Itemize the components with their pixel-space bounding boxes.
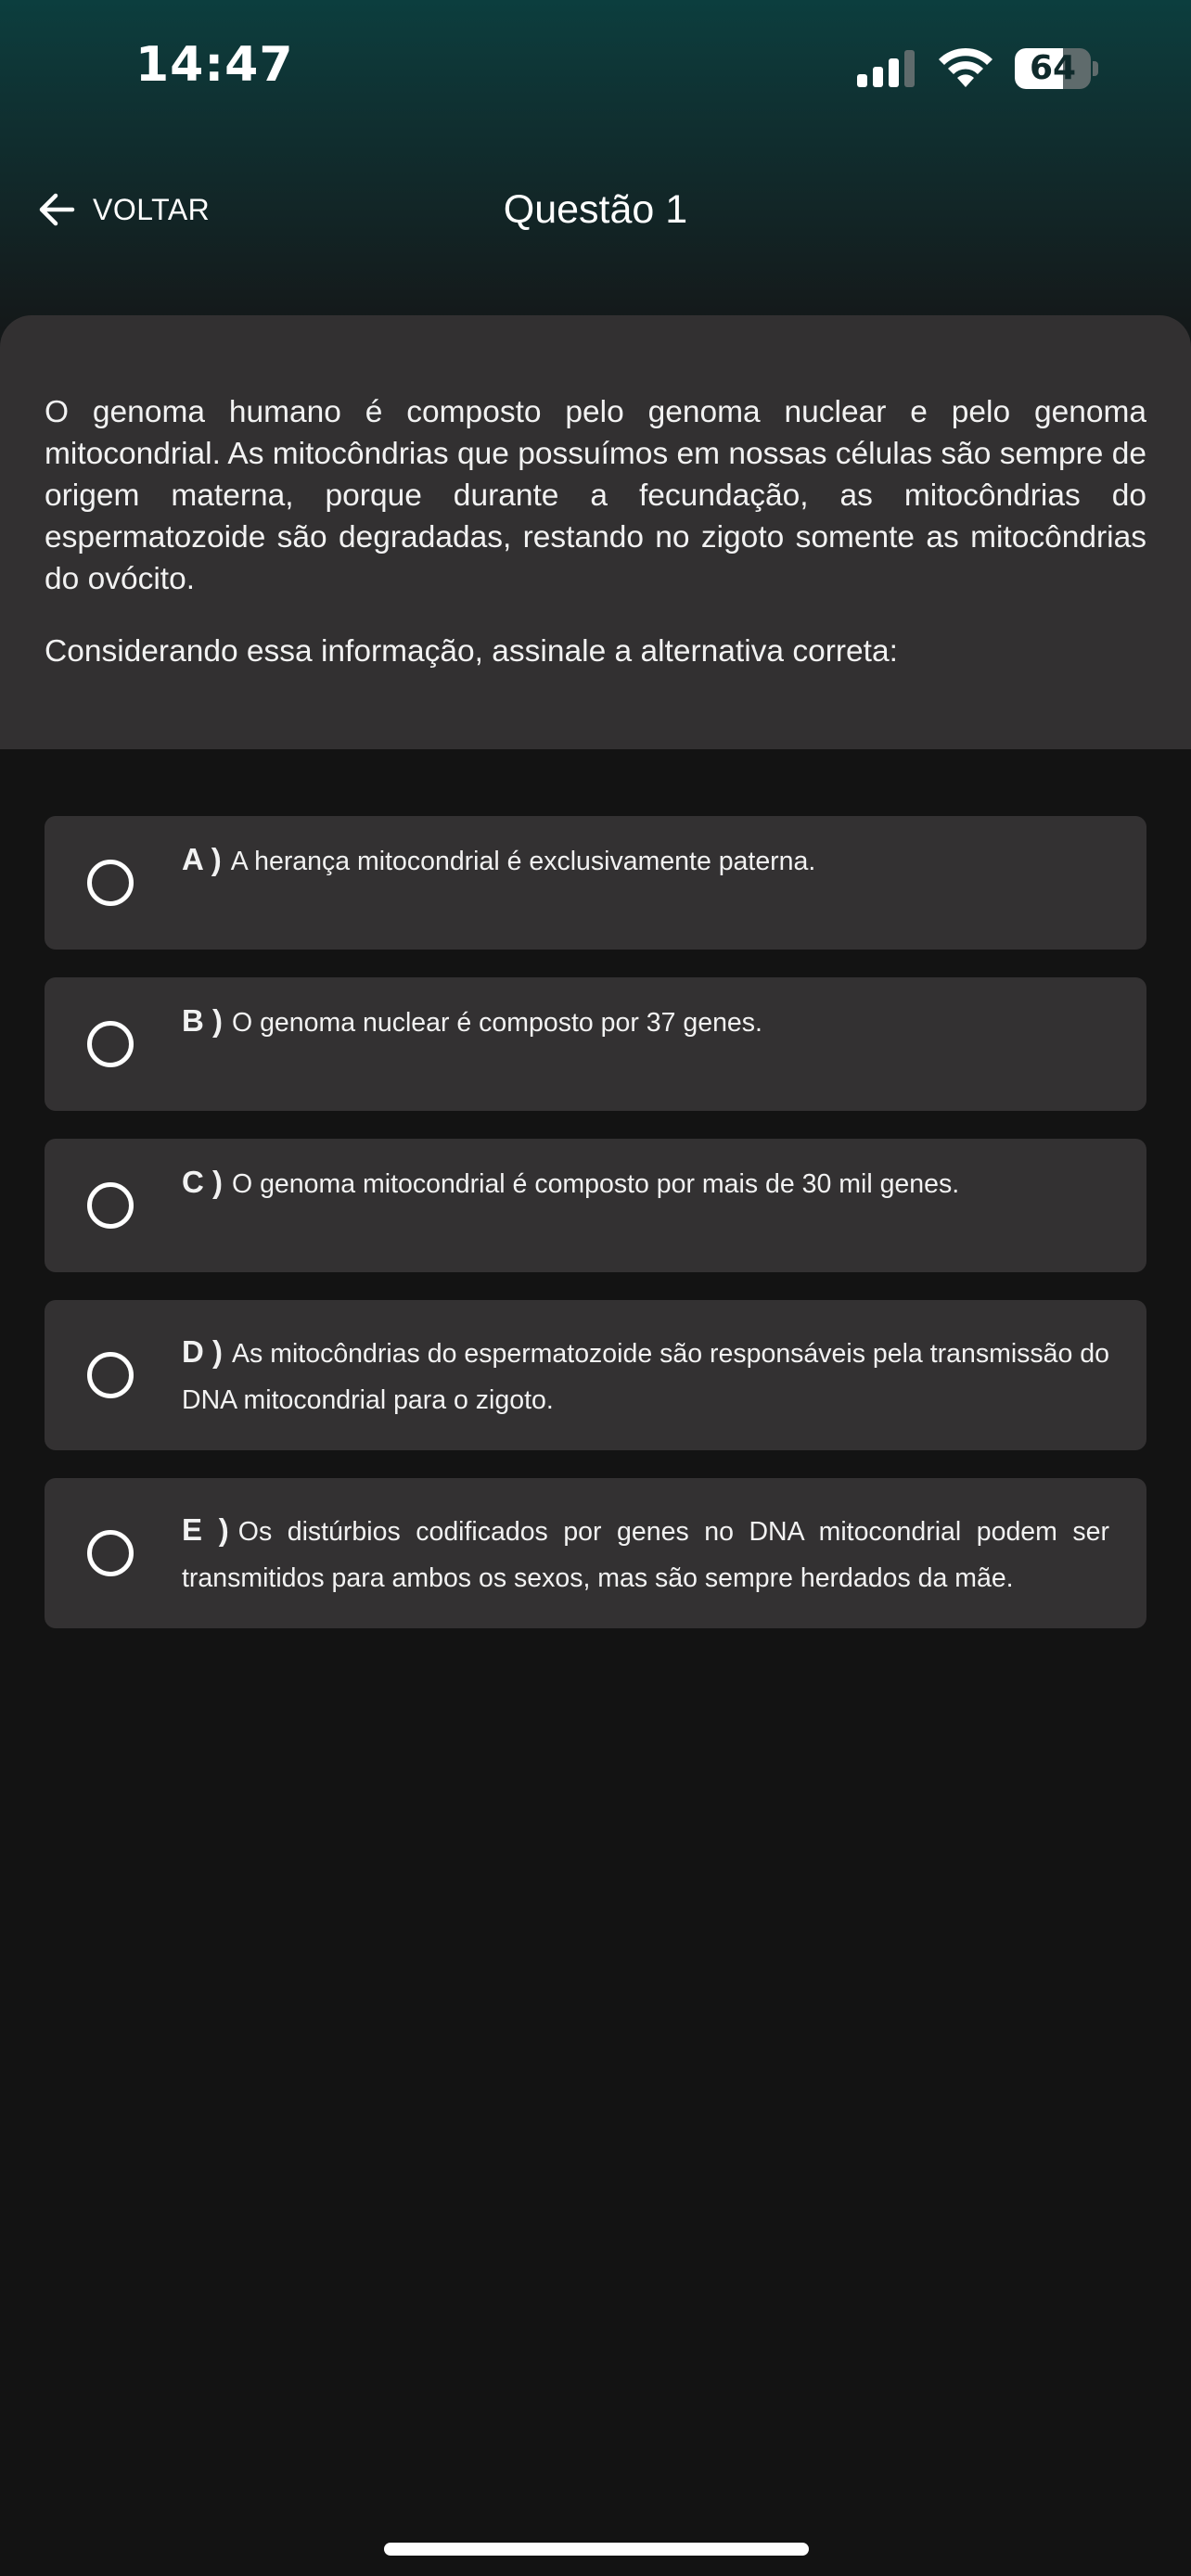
radio-circle-icon[interactable] bbox=[87, 1530, 134, 1576]
option-text: Os distúrbios codificados por genes no DNA mitocondrial podem ser transmitidos para ambos os sexos, mas são sempre herdados da mãe. bbox=[182, 1517, 1110, 1593]
option-letter: A ) bbox=[182, 842, 222, 876]
question-prompt: Considerando essa informação, assinale a alternativa correta: bbox=[45, 634, 898, 669]
option-body bbox=[182, 998, 1109, 1046]
option-body bbox=[182, 836, 1109, 885]
wifi-icon bbox=[937, 46, 994, 89]
option-text: O genoma mitocondrial é composto por mais de 30 mil genes. bbox=[232, 1169, 960, 1199]
question-card bbox=[0, 315, 1191, 749]
radio-circle-icon[interactable] bbox=[87, 1021, 134, 1067]
battery-nub bbox=[1093, 61, 1098, 76]
option-e[interactable] bbox=[45, 1478, 1146, 1628]
option-text: A herança mitocondrial é exclusivamente paterna. bbox=[230, 847, 816, 876]
option-a[interactable] bbox=[45, 816, 1146, 950]
arrow-left-icon bbox=[37, 190, 76, 229]
status-bar bbox=[0, 0, 1191, 139]
option-letter: D ) bbox=[182, 1334, 224, 1369]
option-letter: E ) bbox=[182, 1512, 229, 1547]
question-text: O genoma humano é composto pelo genoma nuclear e pelo genoma mitocondrial. As mitocôndrias que possuímos em nossas células são sempre de origem materna, porque durante a fecundação, as mitocôndrias do espermatozoide são degradadas, restando no zigoto somente as mitocôndrias do ovócito. bbox=[45, 395, 1146, 596]
option-c[interactable] bbox=[45, 1139, 1146, 1272]
battery-icon bbox=[1015, 48, 1098, 89]
option-d[interactable] bbox=[45, 1300, 1146, 1450]
page-title: Questão 1 bbox=[503, 187, 688, 232]
signal-icon bbox=[857, 50, 916, 87]
option-body bbox=[182, 1159, 1109, 1207]
option-body bbox=[182, 1329, 1109, 1423]
status-time: 14:47 bbox=[135, 37, 294, 93]
radio-circle-icon[interactable] bbox=[87, 1352, 134, 1398]
option-b[interactable] bbox=[45, 977, 1146, 1111]
radio-circle-icon[interactable] bbox=[87, 860, 134, 906]
option-letter: B ) bbox=[182, 1003, 223, 1038]
option-text: As mitocôndrias do espermatozoide são responsáveis pela transmissão do DNA mitocondrial para o zigoto. bbox=[182, 1339, 1109, 1415]
battery-body bbox=[1015, 48, 1091, 89]
battery-level: 64 bbox=[1029, 49, 1077, 87]
option-text: O genoma nuclear é composto por 37 genes. bbox=[232, 1008, 762, 1038]
radio-circle-icon[interactable] bbox=[87, 1182, 134, 1229]
option-body bbox=[182, 1507, 1109, 1601]
option-letter: C ) bbox=[182, 1165, 223, 1199]
back-button[interactable] bbox=[37, 182, 210, 237]
back-label: VOLTAR bbox=[93, 192, 211, 226]
home-indicator[interactable] bbox=[384, 2543, 809, 2556]
